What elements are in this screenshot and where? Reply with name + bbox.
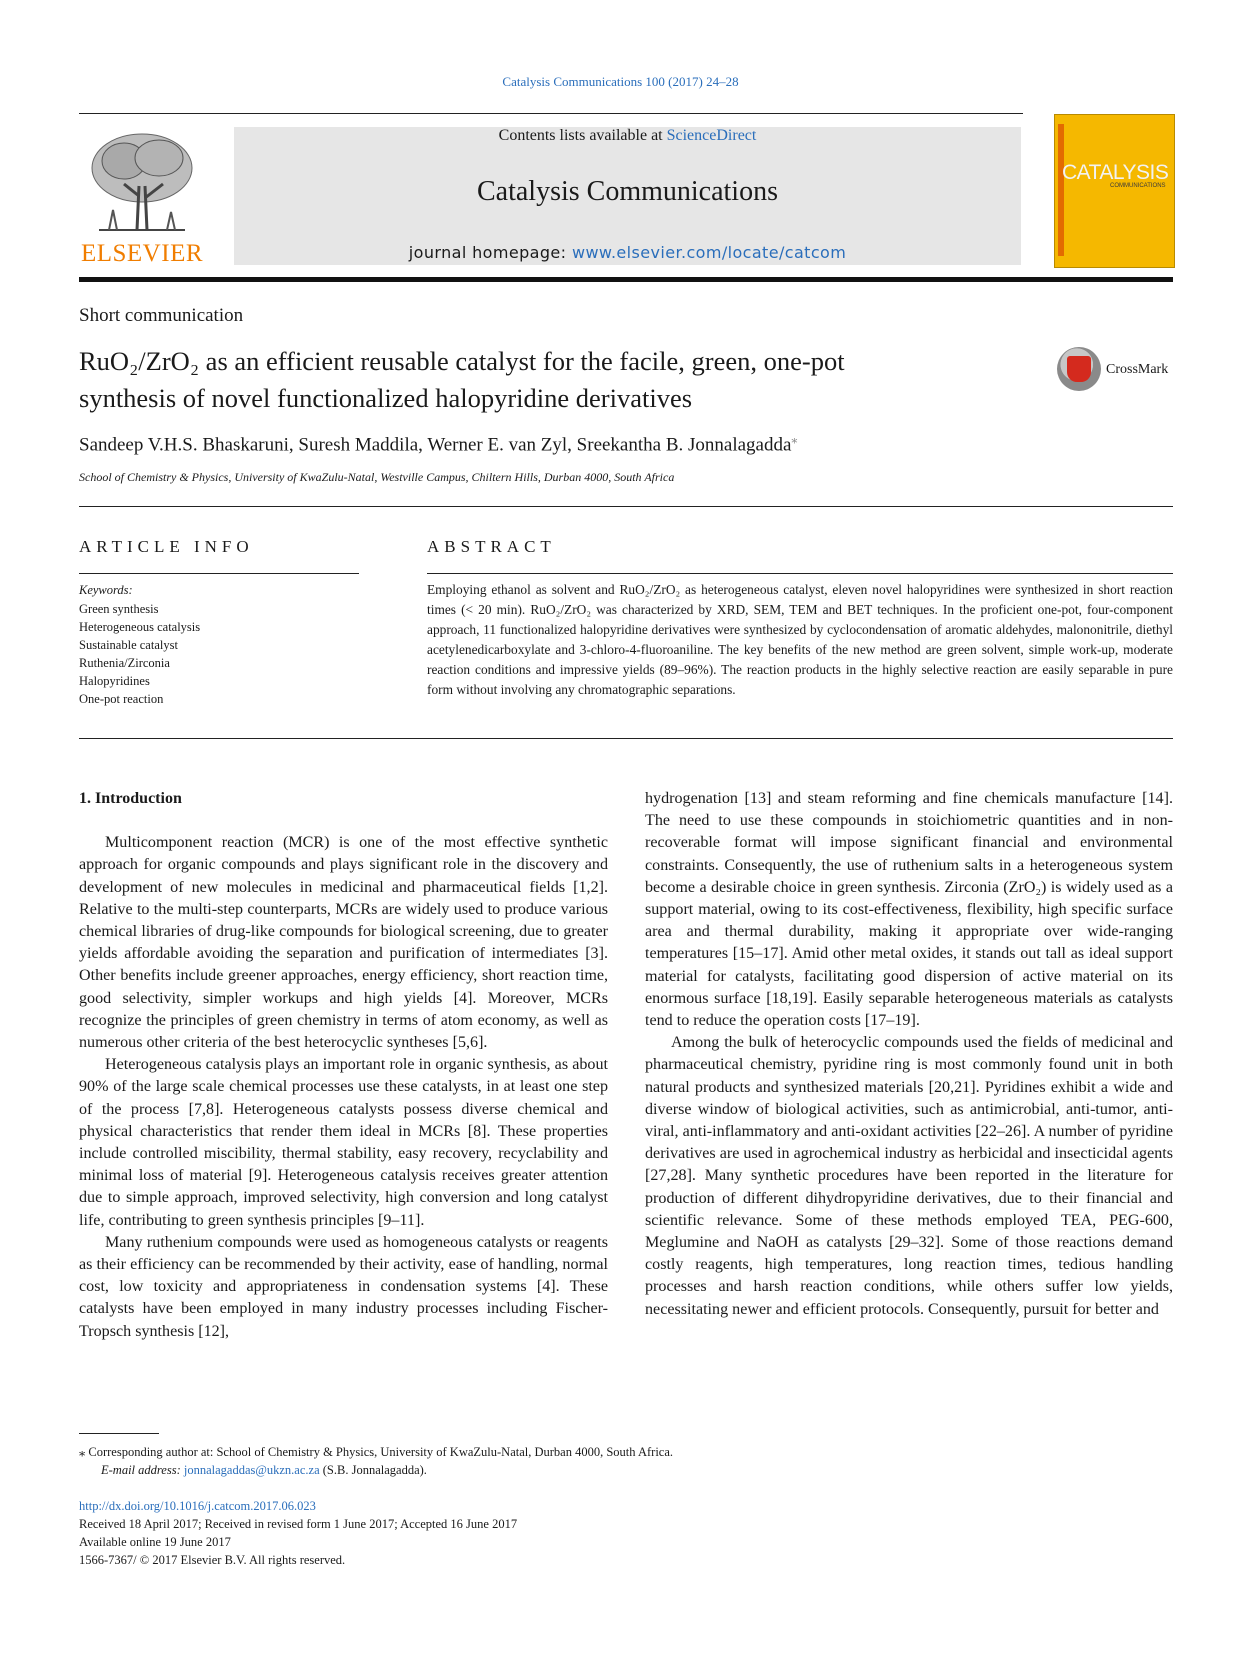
journal-citation[interactable]: Catalysis Communications 100 (2017) 24–28 bbox=[502, 74, 739, 89]
title-line-1: RuO₂/ZrO₂ as an efficient reusable catalyst for the facile, green, one-pot bbox=[79, 346, 845, 376]
author-list: Sandeep V.H.S. Bhaskaruni, Suresh Maddila, Werner E. van Zyl, Sreekantha B. Jonnalagadda⁎ bbox=[79, 432, 798, 456]
keywords-list bbox=[79, 600, 200, 708]
doi-link[interactable]: http://dx.doi.org/10.1016/j.catcom.2017.06.023 bbox=[79, 1499, 316, 1513]
keywords-label: Keywords: bbox=[79, 583, 133, 597]
body-column-right bbox=[645, 788, 1173, 1321]
publication-info bbox=[79, 1497, 517, 1569]
body-column-left bbox=[79, 788, 608, 1343]
title-line-2: synthesis of novel functionalized halopyridine derivatives bbox=[79, 383, 693, 413]
corresponding-author-mark[interactable]: ⁎ bbox=[791, 432, 798, 446]
article-info-rule bbox=[79, 573, 359, 574]
affiliation: School of Chemistry & Physics, University of KwaZulu-Natal, Westville Campus, Chiltern Hills, Durban 4000, South Africa bbox=[79, 470, 675, 484]
crossmark-label[interactable]: CrossMark bbox=[1106, 362, 1169, 377]
keyword: Halopyridines bbox=[79, 674, 150, 688]
paragraph: Among the bulk of heterocyclic compounds used the fields of medicinal and pharmaceutical chemistry, pyridine ring is most commonly found unit in both natural products and synthesized materials [20,21]. Pyridines exhibit a wide and diverse window of biological activities, such as antimicrobial, anti-tumor, anti-viral, anti-inflammatory and anti-oxidant activities [22–26]. A number of pyridine derivatives are used in agrochemical industry as herbicidal and insecticidal agents [27,28]. Many synthetic procedures have been reported in the literature for production of different dihydropyridine derivatives, due to their financial and scientific relevance. Some of these methods employed TEA, PEG-600, Meglumine and NaOH as catalysts [29–32]. Some of those reactions demand costly reagents, high temperatures, long reaction times, tedious handling processes and harsh reaction conditions, while others suffer low yields, necessitating newer and efficient protocols. Consequently, pursuit for better and bbox=[645, 1034, 1173, 1318]
abstract-bottom-rule bbox=[79, 738, 1173, 739]
paragraph: hydrogenation [13] and steam reforming and fine chemicals manufacture [14]. The need to use these compounds in stoichiometric quantities and in non-recoverable format will impose significant financial and environmental constraints. Consequently, the use of ruthenium salts in a heterogeneous system become a desirable choice in green synthesis. Zirconia (ZrO₂) is widely used as a support material, owing to its cost-effectiveness, flexibility, high specific surface area and thermal durability, making it appropriate over wide-ranging temperatures [15–17]. Amid other metal oxides, it stands out tall as ideal support material for catalysts, facilitating good dispersion of active material on its enormous surface [18,19]. Easily separable heterogeneous materials as catalysts tend to reduce the operation costs [17–19]. bbox=[645, 790, 1173, 1030]
keyword: Ruthenia/Zirconia bbox=[79, 656, 170, 670]
journal-cover[interactable] bbox=[1054, 114, 1175, 268]
cover-spine bbox=[1058, 124, 1064, 256]
paragraph: Multicomponent reaction (MCR) is one of the most effective synthetic approach for organic compounds and plays significant role in the discovery and development of new molecules in medicinal and pharmaceutical fields [1,2]. Relative to the multi-step counterparts, MCRs are widely used to produce various chemical libraries of drug-like compounds for biological screening, due to greater yields affordable avoiding the separation and purification of intermediates [3]. Other benefits include greener approaches, energy efficiency, short reaction time, good selectivity, simpler workups and high yields [4]. Moreover, MCRs recognize the principles of green chemistry in terms of atom economy, as well as numerous other criteria of the best heterocyclic syntheses [5,6]. bbox=[79, 834, 608, 1052]
contents-line: Contents lists available at ScienceDirect bbox=[498, 127, 757, 144]
copyright: 1566-7367/ © 2017 Elsevier B.V. All rights reserved. bbox=[79, 1553, 346, 1567]
footnote-rule bbox=[79, 1433, 159, 1434]
abstract-rule bbox=[427, 573, 1173, 574]
header-rule bbox=[79, 113, 1023, 114]
email-link[interactable]: jonnalagaddas@ukzn.ac.za bbox=[183, 1463, 320, 1477]
abstract-heading: ABSTRACT bbox=[427, 537, 556, 556]
keyword: Green synthesis bbox=[79, 602, 159, 616]
paragraph: Many ruthenium compounds were used as homogeneous catalysts or reagents as their efficiency can be recommended by their activity, ease of handling, normal cost, low toxicity and appropriateness in condensation systems [4]. These catalysts have been employed in many industry processes including Fischer-Tropsch synthesis [12], bbox=[79, 1233, 608, 1340]
email-line: E-mail address: jonnalagaddas@ukzn.ac.za (S.B. Jonnalagadda). bbox=[101, 1463, 427, 1477]
article-type: Short communication bbox=[79, 305, 244, 326]
crossmark-bookmark-icon bbox=[1067, 356, 1091, 382]
homepage-link[interactable]: www.elsevier.com/locate/catcom bbox=[571, 243, 847, 262]
keyword: Sustainable catalyst bbox=[79, 638, 178, 652]
keyword: Heterogeneous catalysis bbox=[79, 620, 201, 634]
cover-title: CATALYSIS bbox=[1062, 161, 1169, 184]
elsevier-wordmark: ELSEVIER bbox=[80, 240, 204, 267]
footnote bbox=[79, 1443, 673, 1479]
header-thick-rule bbox=[79, 277, 1173, 282]
paragraph: Heterogeneous catalysis plays an important role in organic synthesis, as about 90% of the large scale chemical processes use these catalysts, in at least one step of the process [7,8]. Heterogeneous catalysts possess diverse chemical and physical characteristics that render them ideal in MCRs [8]. These properties include controlled miscibility, thermal stability, easy recovery, recyclability and minimal loss of material [9]. Heterogeneous catalysis receives greater attention due to simple approach, improved selectivity, high conversion and long catalyst life, contributing to green synthesis principles [9–11]. bbox=[79, 1056, 608, 1229]
cover-subtitle: COMMUNICATIONS bbox=[1110, 183, 1166, 189]
journal-name: Catalysis Communications bbox=[477, 176, 778, 207]
title-rule bbox=[79, 506, 1173, 507]
article-title bbox=[79, 343, 1009, 417]
received-dates: Received 18 April 2017; Received in revised form 1 June 2017; Accepted 16 June 2017 bbox=[79, 1517, 518, 1531]
keyword: One-pot reaction bbox=[79, 692, 164, 706]
article-info-heading: ARTICLE INFO bbox=[79, 537, 254, 556]
section-heading-introduction: 1. Introduction bbox=[79, 790, 182, 807]
available-online: Available online 19 June 2017 bbox=[79, 1535, 231, 1549]
journal-homepage: journal homepage: www.elsevier.com/locate/catcom bbox=[408, 243, 847, 262]
abstract-text: Employing ethanol as solvent and RuO₂/ZrO₂ as heterogeneous catalyst, eleven novel halopyridines were synthesized in short reaction times (< 20 min). RuO₂/ZrO₂ was characterized by XRD, SEM, TEM and BET techniques. In the proficient one-pot, four-component approach, 11 functionalized halopyridine derivatives were synthesized by cyclocondensation of aromatic aldehydes, malononitrile, diethyl acetylenedicarboxylate and 3-chloro-4-fluoroaniline. The key benefits of the new method are green solvent, simple work-up, moderate reaction conditions and impressive yields (89–96%). The reaction products in the highly selective reaction are easily separable in pure form without involving any chromatographic separations. bbox=[427, 582, 1173, 697]
sciencedirect-link[interactable]: ScienceDirect bbox=[666, 127, 757, 144]
corresponding-author-note: ⁎ Corresponding author at: School of Chemistry & Physics, University of KwaZulu-Natal, Durban 4000, South Africa. bbox=[79, 1445, 674, 1459]
